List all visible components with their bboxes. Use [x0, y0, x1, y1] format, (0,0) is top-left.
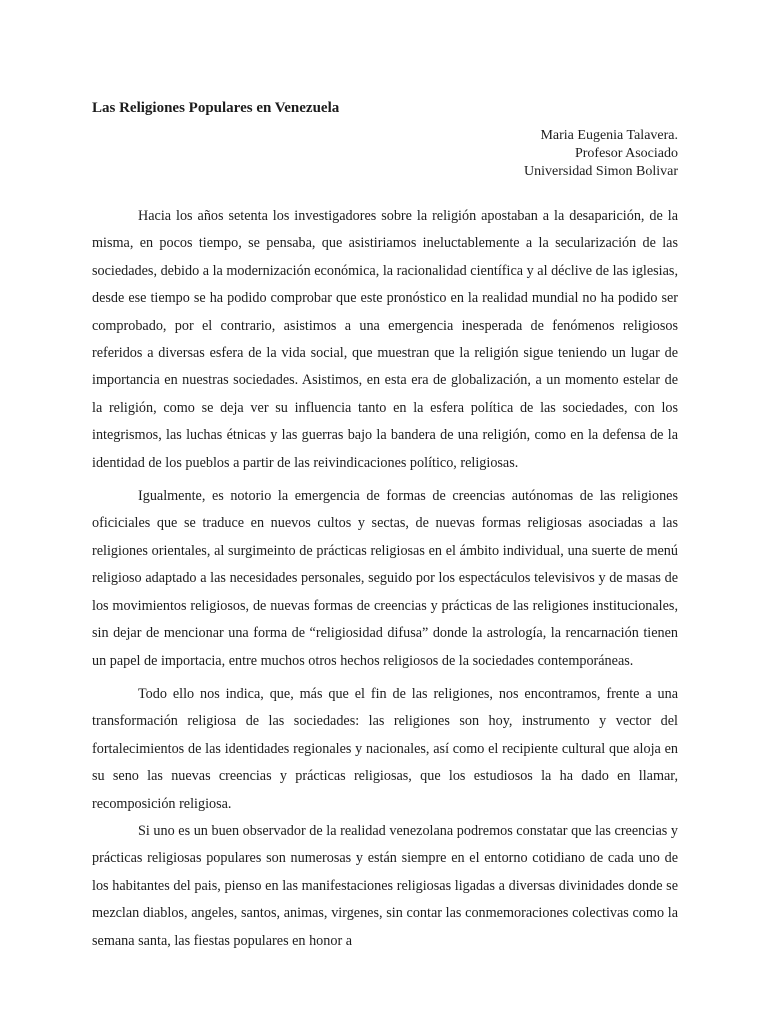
author-institution: Universidad Simon Bolivar	[524, 164, 678, 179]
paragraph: Igualmente, es notorio la emergencia de formas de creencias autónomas de las religiones oficiciales que se traduce en nuevos cultos y sectas, de nuevas formas religiosas asociadas a las religiones orientales, al surgimeinto de prácticas religiosas en el ámbito individual, una suerte de menú religioso adaptado a las necesidades personales, seguido por los espectáculos televisivos y de masas de los movimientos religiosos, de nuevas formas de creencias y prácticas de las religiones institucionales, sin dejar de mencionar una forma de “religiosidad difusa” donde la astrología, la rencarnación tienen un papel de importacia, entre muchos otros hechos religiosos de la sociedades contemporáneas.	[92, 488, 678, 669]
paragraph: Hacia los años setenta los investigadores sobre la religión apostaban a la desaparición, de la misma, en pocos tiempo, se pensaba, que asistiriamos ineluctablemente a la secularización de las sociedades, debido a la modernización económica, la racionalidad científica y al déclive de las iglesias, desde ese tiempo se ha podido comprobar que este pronóstico en la realidad mundial no ha podido ser comprobado, por el contrario, asistimos a una emergencia inesperada de fenómenos religiosos referidos a diversas esfera de la vida social, que muestran que la religión sigue teniendo un lugar de importancia en nuestras sociedades. Asistimos, en esta era de globalización, a un momento estelar de la religión, como se deja ver su influencia tanto en la esfera política de las sociedades, con los integrismos, las luchas étnicas y las guerras bajo la bandera de una religión, como en la defensa de la identidad de los pueblos a partir de las reivindicaciones político, religiosas.	[92, 208, 678, 471]
paragraph: Si uno es un buen observador de la realidad venezolana podremos constatar que las creencias y prácticas religiosas populares son numerosas y están siempre en el entorno cotidiano de cada uno de los habitantes del pais, pienso en las manifestaciones religiosas ligadas a diversas divinidades donde se mezclan diablos, angeles, santos, animas, virgenes, sin contar las conmemoraciones colectivas como la semana santa, las fiestas populares en honor a	[92, 822, 678, 949]
author-name: Maria Eugenia Talavera.	[540, 128, 678, 143]
paragraph: Todo ello nos indica, que, más que el fin de las religiones, nos encontramos, frente a una transformación religiosa de las sociedades: las religiones son hoy, instrumento y vector del fortalecimientos de las identidades regionales y nacionales, así como el recipiente cultural que aloja en su seno las nuevas creencias y prácticas religiosas, que los estudiosos la ha dado en llamar, recomposición religiosa.	[92, 685, 678, 812]
author-position: Profesor Asociado	[574, 146, 678, 161]
author-block	[92, 127, 678, 181]
document-page	[92, 98, 678, 961]
document-body	[92, 203, 678, 955]
document-title: Las Religiones Populares en Venezuela	[92, 100, 340, 116]
